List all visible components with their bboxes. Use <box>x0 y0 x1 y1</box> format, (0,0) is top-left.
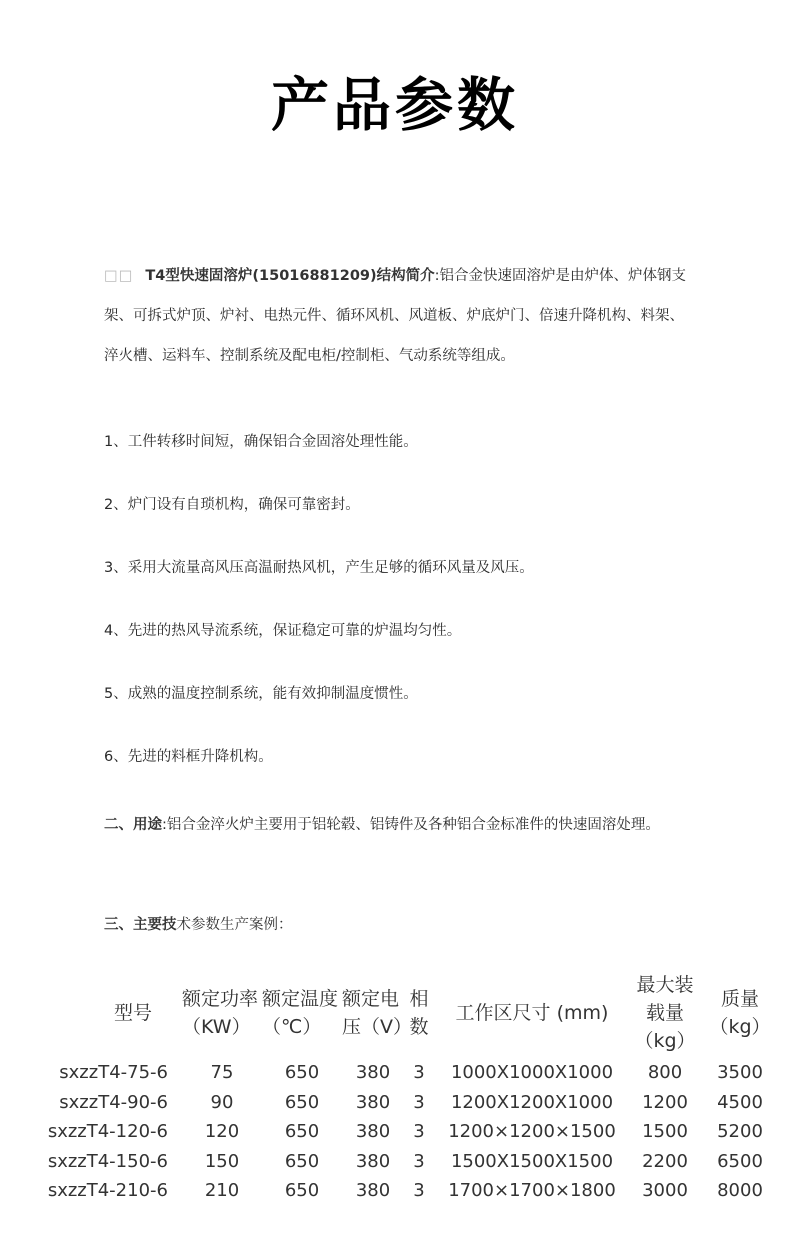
spec-lead: 三、主要技 <box>104 917 177 933</box>
cell-load: 800 <box>647 1062 683 1084</box>
cell-mass: 8000 <box>717 1180 763 1202</box>
cell-size: 1500X1500X1500 <box>450 1150 614 1172</box>
placeholder-boxes: □□ <box>104 268 134 284</box>
cell-voltage: 380 <box>355 1150 391 1172</box>
cell-voltage: 380 <box>355 1121 391 1143</box>
cell-temp: 650 <box>284 1121 320 1143</box>
cell-voltage: 380 <box>355 1180 391 1202</box>
feature-item: 6、先进的料框升降机构。 <box>104 749 273 765</box>
cell-size: 1200X1200X1000 <box>450 1091 614 1113</box>
cell-phase: 3 <box>413 1121 425 1143</box>
cell-temp: 650 <box>284 1180 320 1202</box>
cell-temp: 650 <box>284 1062 320 1084</box>
table-header-row <box>20 968 780 1058</box>
cell-load: 2200 <box>642 1150 688 1172</box>
cell-mass: 3500 <box>717 1062 763 1084</box>
cell-load: 1500 <box>642 1121 688 1143</box>
intro-text: :铝合金快速固溶炉是由炉体、炉体钢支架、可拆式炉顶、炉衬、电热元件、循环风机、风道板、炉底炉门、倍速升降机构、料架、淬火槽、运料车、控制系统及配电柜/控制柜、气动系统等组成。 <box>104 268 687 364</box>
cell-load: 1200 <box>642 1091 688 1113</box>
table-row <box>20 1176 780 1206</box>
header-model: 型号 <box>113 1002 152 1024</box>
cell-mass: 4500 <box>717 1091 763 1113</box>
usage-lead: 二、用途 <box>104 817 162 833</box>
table-row <box>20 1117 780 1147</box>
cell-load: 3000 <box>642 1180 688 1202</box>
header-temp: 额定温度（℃） <box>262 988 339 1038</box>
cell-model: sxzzT4-75-6 <box>59 1062 168 1084</box>
cell-size: 1000X1000X1000 <box>450 1062 614 1084</box>
cell-mass: 6500 <box>717 1150 763 1172</box>
cell-model: sxzzT4-210-6 <box>47 1180 168 1202</box>
table-row <box>20 1058 780 1088</box>
cell-phase: 3 <box>413 1180 425 1202</box>
table-row <box>20 1147 780 1177</box>
table-row <box>20 1088 780 1118</box>
header-voltage: 额定电压（V） <box>342 988 412 1038</box>
feature-item: 3、采用大流量高风压高温耐热风机，产生足够的循环风量及风压。 <box>104 560 534 576</box>
intro-paragraph <box>104 256 694 376</box>
cell-model: sxzzT4-150-6 <box>47 1150 168 1172</box>
cell-temp: 650 <box>284 1150 320 1172</box>
cell-voltage: 380 <box>355 1062 391 1084</box>
feature-item: 5、成熟的温度控制系统，能有效抑制温度惯性。 <box>104 686 418 702</box>
header-phase: 相数 <box>409 988 429 1038</box>
cell-phase: 3 <box>413 1062 425 1084</box>
spec-table <box>20 968 780 1206</box>
cell-power: 75 <box>210 1062 234 1084</box>
header-load: 最大装载量（kg） <box>634 974 696 1052</box>
header-power: 额定功率（KW） <box>182 988 259 1038</box>
cell-power: 90 <box>210 1091 234 1113</box>
cell-model: sxzzT4-120-6 <box>47 1121 168 1143</box>
feature-item: 1、工件转移时间短，确保铝合金固溶处理性能。 <box>104 434 418 450</box>
cell-phase: 3 <box>413 1091 425 1113</box>
cell-size: 1700×1700×1800 <box>448 1180 616 1202</box>
cell-voltage: 380 <box>355 1091 391 1113</box>
feature-item: 4、先进的热风导流系统，保证稳定可靠的炉温均匀性。 <box>104 623 462 639</box>
intro-lead: T4型快速固溶炉(15016881209)结构简介 <box>145 268 435 284</box>
cell-mass: 5200 <box>717 1121 763 1143</box>
cell-power: 120 <box>204 1121 240 1143</box>
usage-text: :铝合金淬火炉主要用于铝轮毂、铝铸件及各种铝合金标准件的快速固溶处理。 <box>162 817 660 833</box>
cell-power: 210 <box>204 1180 240 1202</box>
cell-size: 1200×1200×1500 <box>448 1121 616 1143</box>
feature-item: 2、炉门设有自琐机构，确保可靠密封。 <box>104 497 360 513</box>
spec-rest: 术参数生产案例： <box>176 917 293 933</box>
page-title: 产品参数 <box>270 71 519 139</box>
usage-paragraph <box>104 804 694 847</box>
spec-heading <box>104 913 293 934</box>
cell-power: 150 <box>204 1150 240 1172</box>
cell-model: sxzzT4-90-6 <box>59 1091 168 1113</box>
cell-temp: 650 <box>284 1091 320 1113</box>
cell-phase: 3 <box>413 1150 425 1172</box>
header-size: 工作区尺寸 (mm) <box>455 1002 609 1024</box>
header-mass: 质量（kg） <box>709 988 771 1038</box>
